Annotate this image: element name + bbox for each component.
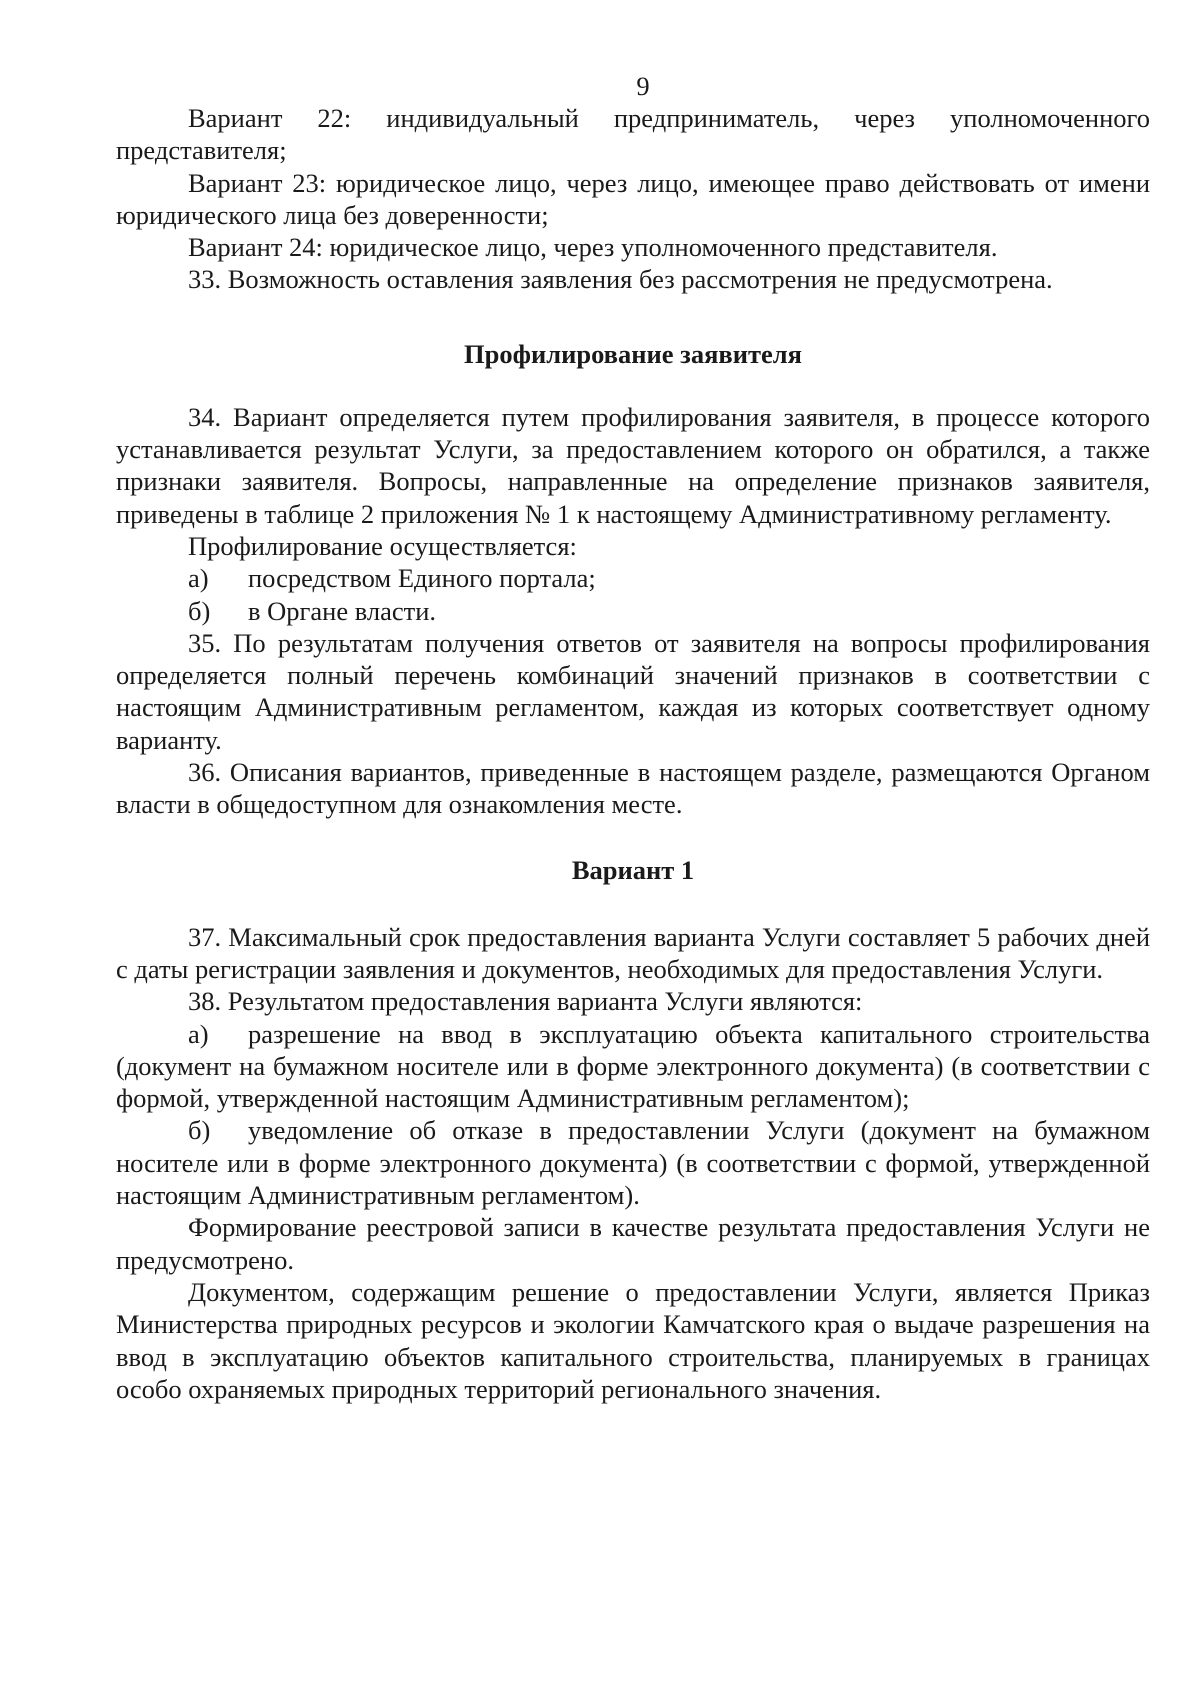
list-item-text: посредством Единого портала; bbox=[248, 563, 596, 594]
result-list-item-a bbox=[116, 1018, 1150, 1115]
list-marker: а) bbox=[188, 1018, 209, 1049]
paragraph-38: 38. Результатом предоставления варианта Услуги являются: bbox=[188, 986, 863, 1017]
result-list-item-b bbox=[116, 1114, 1150, 1211]
profiling-list-item-a bbox=[116, 562, 1150, 594]
document-page bbox=[116, 70, 1150, 1405]
decision-document-paragraph: Документом, содержащим решение о предоставлении Услуги, является Приказ Министерства природных ресурсов и экологии Камчатского края о выдаче разрешения на ввод в эксплуатацию объектов капитального строительства, планируемых в границах особо охраняемых природных территорий регионального значения. bbox=[116, 1276, 1150, 1404]
list-item-text: в Органе власти. bbox=[248, 595, 437, 626]
section-heading-profiling: Профилирование заявителя bbox=[464, 338, 802, 369]
list-marker: а) bbox=[188, 563, 209, 594]
variant-23-paragraph: Вариант 23: юридическое лицо, через лицо, имеющее право действовать от имени юридического лица без доверенности; bbox=[116, 167, 1150, 230]
paragraph-33: 33. Возможность оставления заявления без рассмотрения не предусмотрена. bbox=[188, 264, 1053, 295]
paragraph-35: 35. По результатам получения ответов от заявителя на вопросы профилирования определяется полный перечень комбинаций значений признаков в соответствии с настоящим Административным регламентом, каждая из которых соответствует одному варианту. bbox=[116, 627, 1150, 755]
spacer bbox=[116, 370, 1150, 401]
variant-24-paragraph: Вариант 24: юридическое лицо, через уполномоченного представителя. bbox=[188, 232, 998, 263]
spacer bbox=[116, 886, 1150, 921]
variant-22-paragraph: Вариант 22: индивидуальный предприниматель, через уполномоченного представителя; bbox=[116, 103, 1150, 166]
list-marker: б) bbox=[188, 1115, 211, 1146]
list-marker: б) bbox=[188, 595, 211, 626]
profiling-intro: Профилирование осуществляется: bbox=[188, 530, 577, 561]
spacer bbox=[116, 821, 1150, 854]
profiling-list-item-b bbox=[116, 595, 1150, 627]
spacer bbox=[116, 296, 1150, 338]
section-heading-variant-1: Вариант 1 bbox=[571, 854, 695, 885]
list-item-text: уведомление об отказе в предоставлении Услуги (документ на бумажном носителе или в форме электронного документа) (в соответствии с формой, утвержденной настоящим Административным регламентом). bbox=[116, 1115, 1150, 1211]
paragraph-34: 34. Вариант определяется путем профилирования заявителя, в процессе которого устанавливается результат Услуги, за предоставлением которого он обратился, а также признаки заявителя. Вопросы, направленные на определение признаков заявителя, приведены в таблице 2 приложения № 1 к настоящему Административному регламенту. bbox=[116, 401, 1150, 529]
list-item-text: разрешение на ввод в эксплуатацию объекта капитального строительства (документ на бумажном носителе или в форме электронного документа) (в соответствии с формой, утвержденной настоящим Административным регламентом); bbox=[116, 1018, 1150, 1114]
page-number: 9 bbox=[636, 71, 650, 101]
paragraph-37: 37. Максимальный срок предоставления варианта Услуги составляет 5 рабочих дней с даты регистрации заявления и документов, необходимых для предоставления Услуги. bbox=[116, 921, 1150, 984]
registry-note-paragraph: Формирование реестровой записи в качестве результата предоставления Услуги не предусмотрено. bbox=[116, 1212, 1150, 1275]
paragraph-36: 36. Описания вариантов, приведенные в настоящем разделе, размещаются Органом власти в общедоступном для ознакомления месте. bbox=[116, 757, 1150, 820]
